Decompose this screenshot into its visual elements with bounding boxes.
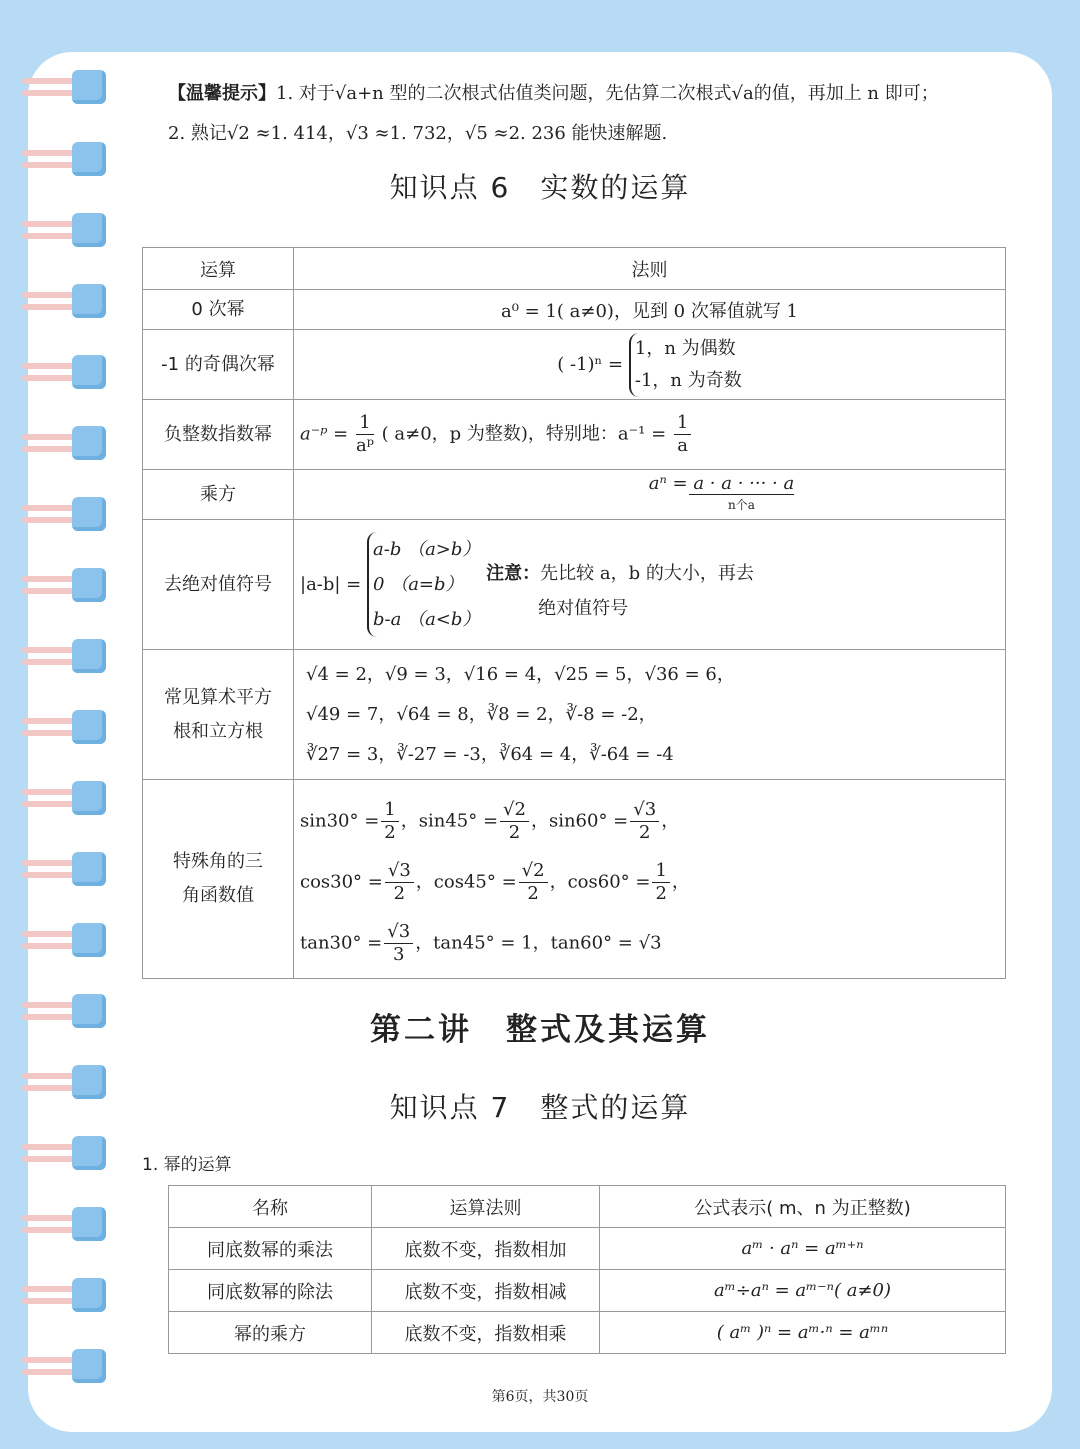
lecture-title: 第二讲 整式及其运算 [370, 1012, 710, 1048]
abs-prefix: |a-b| = [300, 574, 362, 595]
row-rule [294, 470, 1006, 520]
piecewise-brace [629, 333, 742, 397]
header-name: 名称 [169, 1186, 372, 1228]
power-operations-table [168, 1185, 1006, 1354]
trig-text: ， [671, 871, 690, 892]
cos-line [300, 860, 999, 905]
row-label-line: 角函数值 [182, 885, 254, 906]
rule-part: ( a≠0，p 为整数)，特别地：a⁻¹ = [381, 423, 667, 445]
cell-formula: ( aᵐ )ⁿ = aᵐ·ⁿ = aᵐⁿ [600, 1312, 1006, 1354]
fraction [381, 799, 398, 844]
case-even: 1，n 为偶数 [634, 337, 736, 359]
note-text-2: 绝对值符号 [538, 598, 629, 619]
denominator: 2 [508, 821, 521, 843]
power-expression: aⁿ = a · a · ··· · a [648, 473, 795, 494]
denominator: 2 [384, 821, 396, 843]
trig-text: ，cos45° = [415, 871, 517, 892]
fraction [652, 860, 669, 905]
trig-text: ， [661, 810, 680, 831]
section-heading: 1. 幂的运算 [142, 1155, 232, 1175]
binder-ring [22, 923, 104, 959]
binder-ring [22, 284, 104, 320]
row-rule [294, 520, 1006, 650]
row-label: 去绝对值符号 [143, 520, 294, 650]
cell-name: 同底数幂的除法 [169, 1270, 372, 1312]
denominator: 2 [655, 882, 667, 904]
tip-block [168, 74, 1028, 154]
row-rule: a⁰ = 1( a≠0)，见到 0 次幂值就写 1 [294, 290, 1006, 330]
row-label: -1 的奇偶次幂 [143, 330, 294, 400]
page-footer: 第6页，共30页 [491, 1389, 589, 1405]
knowledge-point-7-title: 知识点 7 整式的运算 [389, 1091, 691, 1124]
cell-rule: 底数不变，指数相减 [372, 1270, 600, 1312]
trig-text: sin30° = [300, 810, 380, 831]
binder-ring [22, 355, 104, 391]
tip-line-2: 2. 熟记√2 ≈1. 414，√3 ≈1. 732，√5 ≈2. 236 能快速解题. [168, 123, 668, 144]
note-text: 先比较 a，b 的大小，再去 [540, 563, 754, 584]
binder-ring [22, 710, 104, 746]
table-row [143, 780, 1006, 979]
binder-ring [22, 781, 104, 817]
tip-tag: 【温馨提示】 [168, 83, 276, 104]
row-rule [294, 330, 1006, 400]
binder-ring [22, 568, 104, 604]
table-row [143, 330, 1006, 400]
fraction [500, 799, 529, 844]
binder-ring [22, 1278, 104, 1314]
numerator: 1 [652, 860, 669, 883]
row-label-line: 特殊角的三 [173, 851, 263, 872]
binder-ring [22, 497, 104, 533]
roots-line-3: ∛27 = 3，∛-27 = -3，∛64 = 4，∛-64 = -4 [306, 743, 674, 765]
numerator: √3 [384, 921, 413, 944]
trig-text: ，sin60° = [530, 810, 629, 831]
numerator: 1 [674, 412, 691, 435]
cell-formula: aᵐ÷aⁿ = aᵐ⁻ⁿ( a≠0) [600, 1270, 1006, 1312]
case-less: b-a （a<b） [373, 609, 481, 630]
table-row [169, 1270, 1006, 1312]
binder-ring [22, 639, 104, 675]
numerator: 1 [381, 799, 398, 822]
header-rule: 法则 [294, 248, 1006, 290]
row-rule [294, 780, 1006, 979]
fraction [674, 412, 691, 457]
row-label-line: 常见算术平方 [164, 686, 272, 708]
roots-line-2: √49 = 7，√64 = 8，∛8 = 2，∛-8 = -2， [306, 703, 657, 725]
fraction [385, 860, 414, 905]
numerator: √3 [630, 799, 659, 822]
rule-part: a⁻ᵖ = [300, 423, 349, 445]
row-label [143, 780, 294, 979]
row-label [143, 650, 294, 780]
numerator: √3 [385, 860, 414, 883]
fraction [519, 860, 548, 905]
cell-name: 幂的乘方 [169, 1312, 372, 1354]
binder-ring [22, 1349, 104, 1385]
case-greater: a-b （a>b） [373, 539, 481, 560]
numerator: 1 [356, 412, 374, 435]
fraction [630, 799, 659, 844]
rule-prefix: ( -1)ⁿ = [557, 353, 624, 375]
binder-ring [22, 70, 104, 106]
cell-rule: 底数不变，指数相乘 [372, 1312, 600, 1354]
cell-formula: aᵐ · aⁿ = aᵐ⁺ⁿ [600, 1228, 1006, 1270]
row-rule [294, 400, 1006, 470]
table-header-row [169, 1186, 1006, 1228]
note-label: 注意： [486, 563, 541, 584]
table-row [169, 1312, 1006, 1354]
binder-ring [22, 213, 104, 249]
header-operation: 运算 [143, 248, 294, 290]
fraction [356, 412, 374, 457]
table-header-row [143, 248, 1006, 290]
trig-text: ，cos60° = [549, 871, 651, 892]
numerator: √2 [500, 799, 529, 822]
cell-rule: 底数不变，指数相加 [372, 1228, 600, 1270]
trig-text: cos30° = [300, 871, 383, 892]
row-label-line: 根和立方根 [173, 720, 263, 742]
trig-text: tan30° = [300, 932, 383, 953]
table-row [143, 470, 1006, 520]
numerator: √2 [519, 860, 548, 883]
tip-line-1: 1. 对于√a+n 型的二次根式估值类问题，先估算二次根式√a的值，再加上 n 即可； [276, 83, 939, 104]
table-row [169, 1228, 1006, 1270]
fraction [384, 921, 413, 966]
binder-ring [22, 426, 104, 462]
table-row [143, 290, 1006, 330]
row-label: 负整数指数幂 [143, 400, 294, 470]
denominator: 2 [393, 882, 406, 904]
piecewise-brace [367, 532, 480, 637]
denominator: 2 [639, 821, 651, 843]
row-rule [294, 650, 1006, 780]
real-number-operations-table [142, 247, 1006, 979]
denominator: aᵖ [355, 435, 374, 456]
trig-text: ，sin45° = [400, 810, 499, 831]
table-row [143, 400, 1006, 470]
underbrace-label: n个a [689, 494, 794, 515]
tan-line [300, 921, 999, 966]
table-row [143, 520, 1006, 650]
binder-ring [22, 1136, 104, 1172]
denominator: 3 [393, 943, 405, 965]
row-label: 乘方 [143, 470, 294, 520]
knowledge-point-6-title: 知识点 6 实数的运算 [389, 171, 691, 204]
trig-text: ，tan45° = 1，tan60° = √3 [415, 932, 662, 953]
binder-ring [22, 1207, 104, 1243]
table-row [143, 650, 1006, 780]
sin-line [300, 799, 999, 844]
case-equal: 0 （a=b） [373, 574, 464, 595]
case-odd: -1，n 为奇数 [634, 369, 742, 391]
denominator: 2 [527, 882, 539, 904]
denominator: a [677, 435, 688, 456]
row-label: 0 次幂 [143, 290, 294, 330]
header-formula: 公式表示( m、n 为正整数) [600, 1186, 1006, 1228]
header-rule: 运算法则 [372, 1186, 600, 1228]
roots-line-1: √4 = 2，√9 = 3，√16 = 4，√25 = 5，√36 = 6， [306, 663, 735, 685]
cell-name: 同底数幂的乘法 [169, 1228, 372, 1270]
binder-ring [22, 852, 104, 888]
